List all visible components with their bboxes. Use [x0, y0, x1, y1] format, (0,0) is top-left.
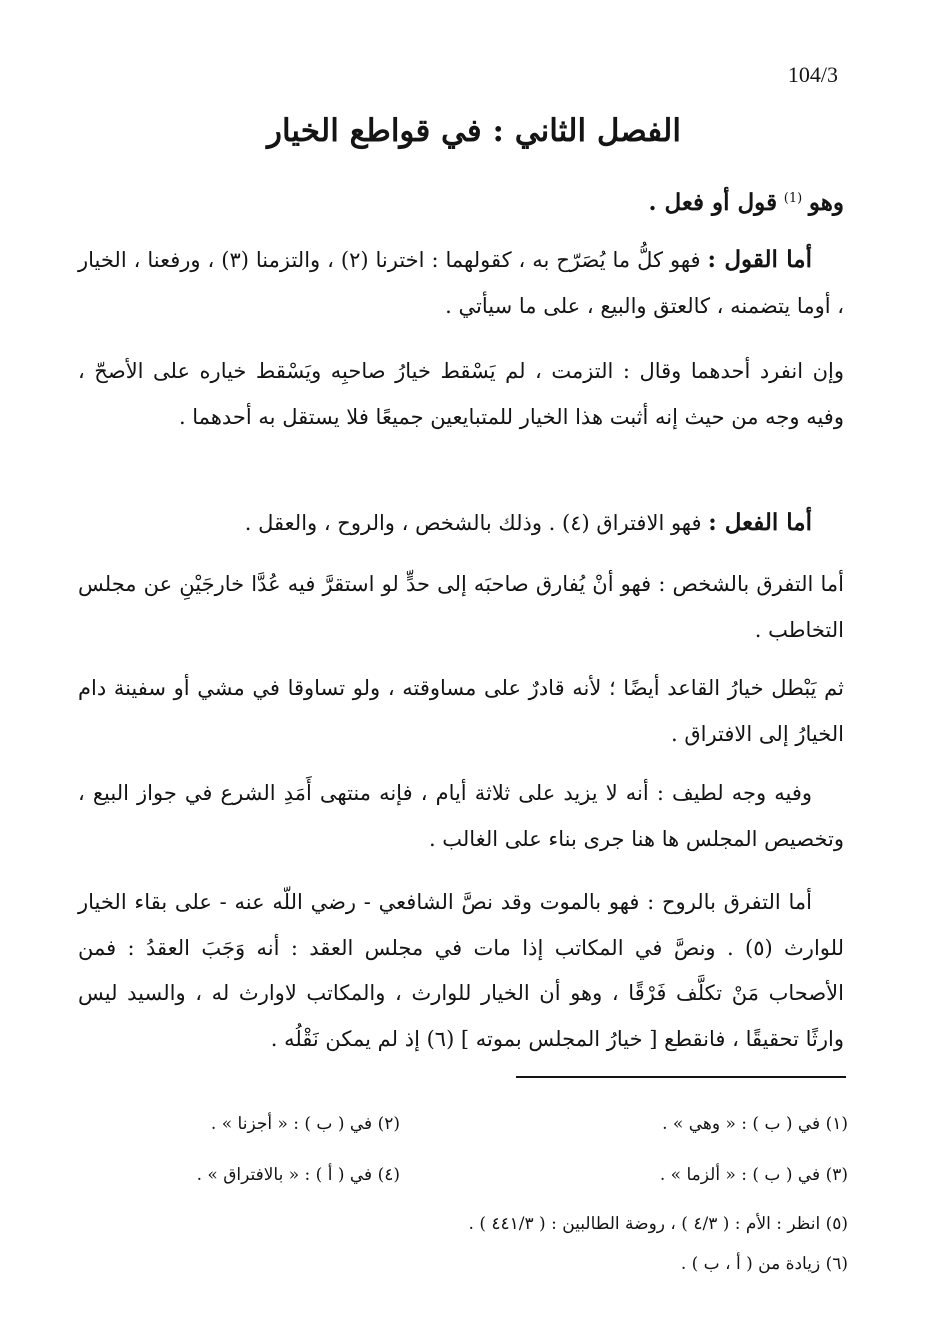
paragraph-text: وفيه وجه لطيف : أنه لا يزيد على ثلاثة أيام ، فإنه منتهى أَمَدِ الشرع في جواز البيع ، وتخصيص المجلس ها هنا جرى بناء على الغالب . [78, 781, 844, 851]
paragraph-text: ثم يَبْطل خيارُ القاعد أيضًا ؛ لأنه قادرٌ على مساوقته ، ولو تساوقا في مشي أو سفينة دام الخيارُ إلى الافتراق . [78, 676, 844, 746]
paragraph-lead: أما الفعل : [708, 509, 812, 536]
paragraph-2 [78, 237, 844, 329]
paragraph-text: أما التفرق بالشخص : فهو أنْ يُفارق صاحبَه إلى حدٍّ لو استقرَّ فيه عُدَّا خارجَيْنِ عن مجلس التخاطب . [78, 572, 844, 642]
footnote-2: (٢) في ( ب ) : « أجزنا » . [210, 1114, 400, 1134]
paragraph-4 [78, 500, 844, 547]
paragraph-7 [78, 771, 844, 862]
page-number: 104/3 [787, 62, 838, 87]
paragraph-text: أما التفرق بالروح : فهو بالموت وقد نصَّ الشافعي - رضي اللّه عنه - على بقاء الخيار للوارث (٥) . ونصَّ في المكاتب إذا مات في مجلس العقد : أنه وَجَبَ العقدُ : فمن الأصحاب مَنْ تكلَّف فَرْقًا ، وهو أن الخيار للوارث ، والمكاتب لاوارث له ، والسيد ليس وارثًا تحقيقًا ، فانقطع [ خيارُ المجلس بموته ] (٦) إذ لم يمكن نَقْلُه . [78, 890, 844, 1051]
paragraph-5 [78, 562, 844, 653]
paragraph-text: وإن انفرد أحدهما وقال : التزمت ، لم يَسْقط خيارُ صاحبِه ويَسْقط خياره على الأصحّ ، وفيه وجه من حيث إنه أثبت هذا الخيار للمتبايعين جميعًا فلا يستقل به أحدهما . [78, 359, 844, 429]
paragraph-3 [78, 349, 844, 440]
footnote-divider [516, 1076, 846, 1078]
paragraph-text: فهو كلُّ ما يُصَرّح به ، كقولهما : اخترنا (٢) ، والتزمنا (٣) ، ورفعنا ، الخيار ، أوما يتضمنه ، كالعتق والبيع ، على ما سيأتي . [78, 248, 844, 318]
paragraph-8 [78, 880, 844, 1062]
footnote-5: (٥) انظر : الأم : ( ٤/٣ ) ، روضة الطالبين : ( ٤٤١/٣ ) . [468, 1214, 848, 1234]
paragraph-1 [78, 180, 844, 227]
paragraph-text: قول أو فعل . [648, 189, 778, 216]
footnote-4: (٤) في ( أ ) : « بالافتراق » . [196, 1165, 400, 1185]
chapter-title: الفصل الثاني : في قواطع الخيار [267, 113, 681, 149]
footnote-3: (٣) في ( ب ) : « ألزما » . [659, 1165, 848, 1185]
paragraph-6 [78, 666, 844, 757]
footnote-6: (٦) زيادة من ( أ ، ب ) . [680, 1254, 848, 1274]
paragraph-text: فهو الافتراق (٤) . وذلك بالشخص ، والروح ، والعقل . [244, 511, 702, 535]
footnote-1: (١) في ( ب ) : « وهي » . [662, 1114, 848, 1134]
paragraph-lead: أما القول : [707, 246, 812, 273]
footnote-ref: (1) [783, 191, 803, 206]
paragraph-lead: وهو [808, 189, 844, 216]
